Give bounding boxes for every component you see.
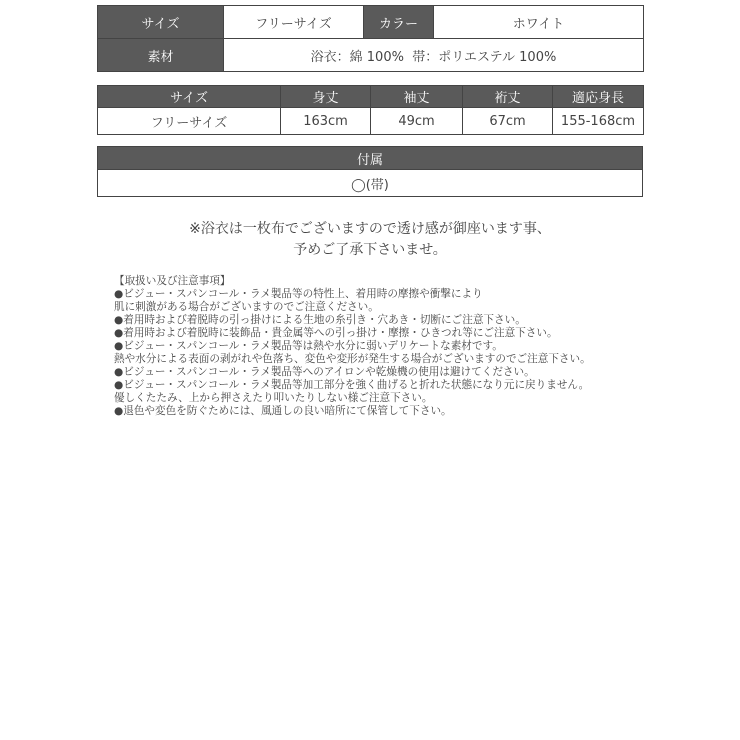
care-note-line: 肌に刺激がある場合がございますのでご注意ください。	[114, 301, 379, 313]
care-note-line: ●ビジュー・スパンコール・ラメ製品等の特性上、着用時の摩擦や衝撃により	[114, 288, 483, 300]
notice-line-1: ※浴衣は一枚布でございますので透け感が御座います事、	[189, 221, 551, 237]
size-label: サイズ	[98, 6, 224, 39]
accessory-value: ◯(帯)	[98, 170, 643, 197]
care-note-line: 優しくたたみ、上から押さえたり叩いたりしない様ご注意下さい。	[114, 392, 433, 404]
care-note-line: ●退色や変色を防ぐためには、風通しの良い暗所にて保管して下さい。	[114, 405, 452, 417]
size-header-size: サイズ	[98, 86, 281, 108]
size-header-yuki-length: 裄丈	[463, 86, 553, 108]
accessory-table	[97, 146, 643, 197]
care-note-line: ●ビジュー・スパンコール・ラメ製品等は熱や水分に弱いデリケートな素材です。	[114, 340, 503, 352]
color-label: カラー	[364, 6, 434, 39]
material-value: 浴衣：綿 100% 帯：ポリエステル 100%	[224, 39, 644, 72]
care-note-line: 熱や水分による表面の剥がれや色落ち、変色や変形が発生する場合がございますのでご注意下さい。	[114, 353, 591, 365]
sleeve-length-cell: 49cm	[371, 108, 463, 135]
care-notes-title: 【取扱い及び注意事項】	[114, 275, 231, 287]
accessory-header-row	[98, 147, 643, 170]
notice-line-2: 予めご了承下さいませ。	[293, 242, 447, 258]
care-note-line: ●ビジュー・スパンコール・ラメ製品等へのアイロンや乾燥機の使用は避けてください。	[114, 366, 535, 378]
color-value: ホワイト	[434, 6, 644, 39]
size-table-header	[98, 86, 644, 108]
accessory-value-row	[98, 170, 643, 197]
spec-table	[97, 5, 644, 72]
yuki-length-cell: 67cm	[463, 108, 553, 135]
size-header-height-range: 適応身長	[553, 86, 644, 108]
care-note-line: ●ビジュー・スパンコール・ラメ製品等加工部分を強く曲げると折れた状態になり元に戻りません。	[114, 379, 590, 391]
care-note-line: ●着用時および着脱時の引っ掛けによる生地の糸引き・穴あき・切断にご注意下さい。	[114, 314, 526, 326]
table-row	[98, 108, 644, 135]
material-label: 素材	[98, 39, 224, 72]
care-note-line: ●着用時および着脱時に装飾品・貴金属等への引っ掛け・摩擦・ひきつれ等にご注意下さい。	[114, 327, 558, 339]
size-header-sleeve-length: 袖丈	[371, 86, 463, 108]
care-notes	[114, 275, 654, 418]
body-length-cell: 163cm	[281, 108, 371, 135]
size-value: フリーサイズ	[224, 6, 364, 39]
size-header-body-length: 身丈	[281, 86, 371, 108]
size-table	[97, 85, 644, 135]
spec-row-material	[98, 39, 644, 72]
size-cell: フリーサイズ	[98, 108, 281, 135]
height-range-cell: 155-168cm	[553, 108, 644, 135]
spec-row-size-color	[98, 6, 644, 39]
sheerness-notice	[0, 219, 740, 261]
accessory-header: 付属	[98, 147, 643, 170]
